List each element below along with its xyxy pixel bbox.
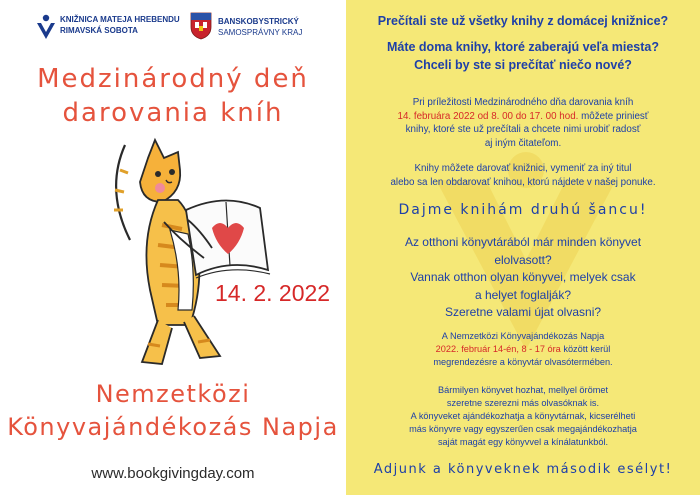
- left-panel: [0, 0, 346, 495]
- sk-p1-line1: Pri príležitosti Medzinárodného dňa darovania kníh: [412, 97, 634, 108]
- sk-paragraph-2: [346, 162, 700, 189]
- sk-slogan: Dajme knihám druhú šancu!: [398, 202, 648, 218]
- hu-paragraph-2: [346, 384, 700, 449]
- hu-p1-highlight: 2022. február 14-én, 8 - 17 óra: [435, 344, 561, 354]
- cat-reading-book-illustration: [100, 130, 300, 375]
- sk-p1-line4: aj iným čitateľom.: [484, 137, 562, 149]
- hu-questions: [346, 234, 700, 322]
- library-name: KNIŽNICA MATEJA HREBENDU: [60, 15, 180, 24]
- hu-p2-line5: saját magát egy könyvvel a kínálatunkból.: [437, 437, 609, 447]
- sk-p2-line2: alebo sa len obdarovať knihou, ktorú nájdete v našej ponuke.: [390, 176, 656, 188]
- hu-p1-line1: A Nemzetközi Könyvajándékozás Napja: [441, 331, 605, 341]
- region-logo-text: [218, 16, 302, 38]
- sk-question-2: [346, 38, 700, 74]
- sk-question-1: Prečítali ste už všetky knihy z domácej knižnice?: [377, 14, 669, 28]
- website-url[interactable]: www.bookgivingday.com: [91, 465, 255, 482]
- region-name: BANSKOBYSTRICKÝ: [218, 17, 299, 26]
- hu-slogan: Adjunk a könyveknek második esélyt!: [373, 462, 673, 477]
- hu-q2-line2: a helyet foglalják?: [474, 287, 572, 302]
- title-slovak: [0, 62, 346, 130]
- hu-q1-line2: elolvasott?: [494, 252, 552, 267]
- sk-p1-highlight: 14. februára 2022 od 8. 00 do 17. 00 hod.: [397, 110, 579, 122]
- title-hungarian-line2: Könyvajándékozás Napja: [7, 413, 339, 441]
- hu-p2-line4: más könyvre vagy egyszerűen csak megajándékozhatja: [409, 424, 637, 434]
- sk-p1-line2-rest: môžete priniesť: [578, 110, 649, 122]
- hu-p1-line2-rest: között kerül: [560, 344, 611, 354]
- library-town: RIMAVSKÁ SOBOTA: [60, 26, 138, 35]
- library-logo-text: [60, 14, 180, 36]
- hu-q1-line1: Az otthoni könyvtárából már minden könyvet: [404, 235, 642, 249]
- sk-paragraph-1: [346, 96, 700, 150]
- region-logo: [190, 12, 340, 46]
- hu-p2-line1: Bármilyen könyvet hozhat, mellyel örömet: [437, 385, 609, 395]
- title-slovak-line1: Medzinárodný deň: [37, 64, 309, 94]
- right-panel: [346, 0, 700, 495]
- hu-p1-line3: megrendezésre a könyvtár olvasótermében.: [433, 357, 613, 367]
- title-hungarian: [0, 378, 346, 444]
- hu-p2-line3: A könyveket ajándékozhatja a könyvtárnak, kicserélheti: [410, 411, 636, 421]
- hu-q3: Szeretne valami újat olvasni?: [444, 305, 602, 319]
- region-subtitle: SAMOSPRÁVNY KRAJ: [218, 28, 303, 37]
- sk-question-2-line2: Chceli by ste si prečítať niečo nové?: [414, 58, 632, 72]
- title-hungarian-line1: Nemzetközi: [95, 380, 251, 408]
- event-date: 14. 2. 2022: [215, 280, 331, 306]
- hu-q2-line1: Vannak otthon olyan könyvei, melyek csak: [410, 270, 636, 284]
- title-slovak-line2: darovania kníh: [62, 98, 284, 128]
- coat-of-arms-icon: [190, 12, 212, 40]
- library-logo-icon: [36, 14, 56, 40]
- hu-paragraph-1: [346, 330, 700, 369]
- library-logo: [36, 12, 180, 46]
- sk-p1-line3: knihy, ktoré ste už prečítali a chcete nimi urobiť radosť: [405, 124, 641, 135]
- hu-p2-line2: szeretne szerezni más olvasóknak is.: [446, 398, 600, 408]
- sk-question-2-line1: Máte doma knihy, ktoré zaberajú veľa miesta?: [386, 40, 660, 54]
- sk-p2-line1: Knihy môžete darovať knižnici, vymeniť za iný titul: [414, 163, 632, 174]
